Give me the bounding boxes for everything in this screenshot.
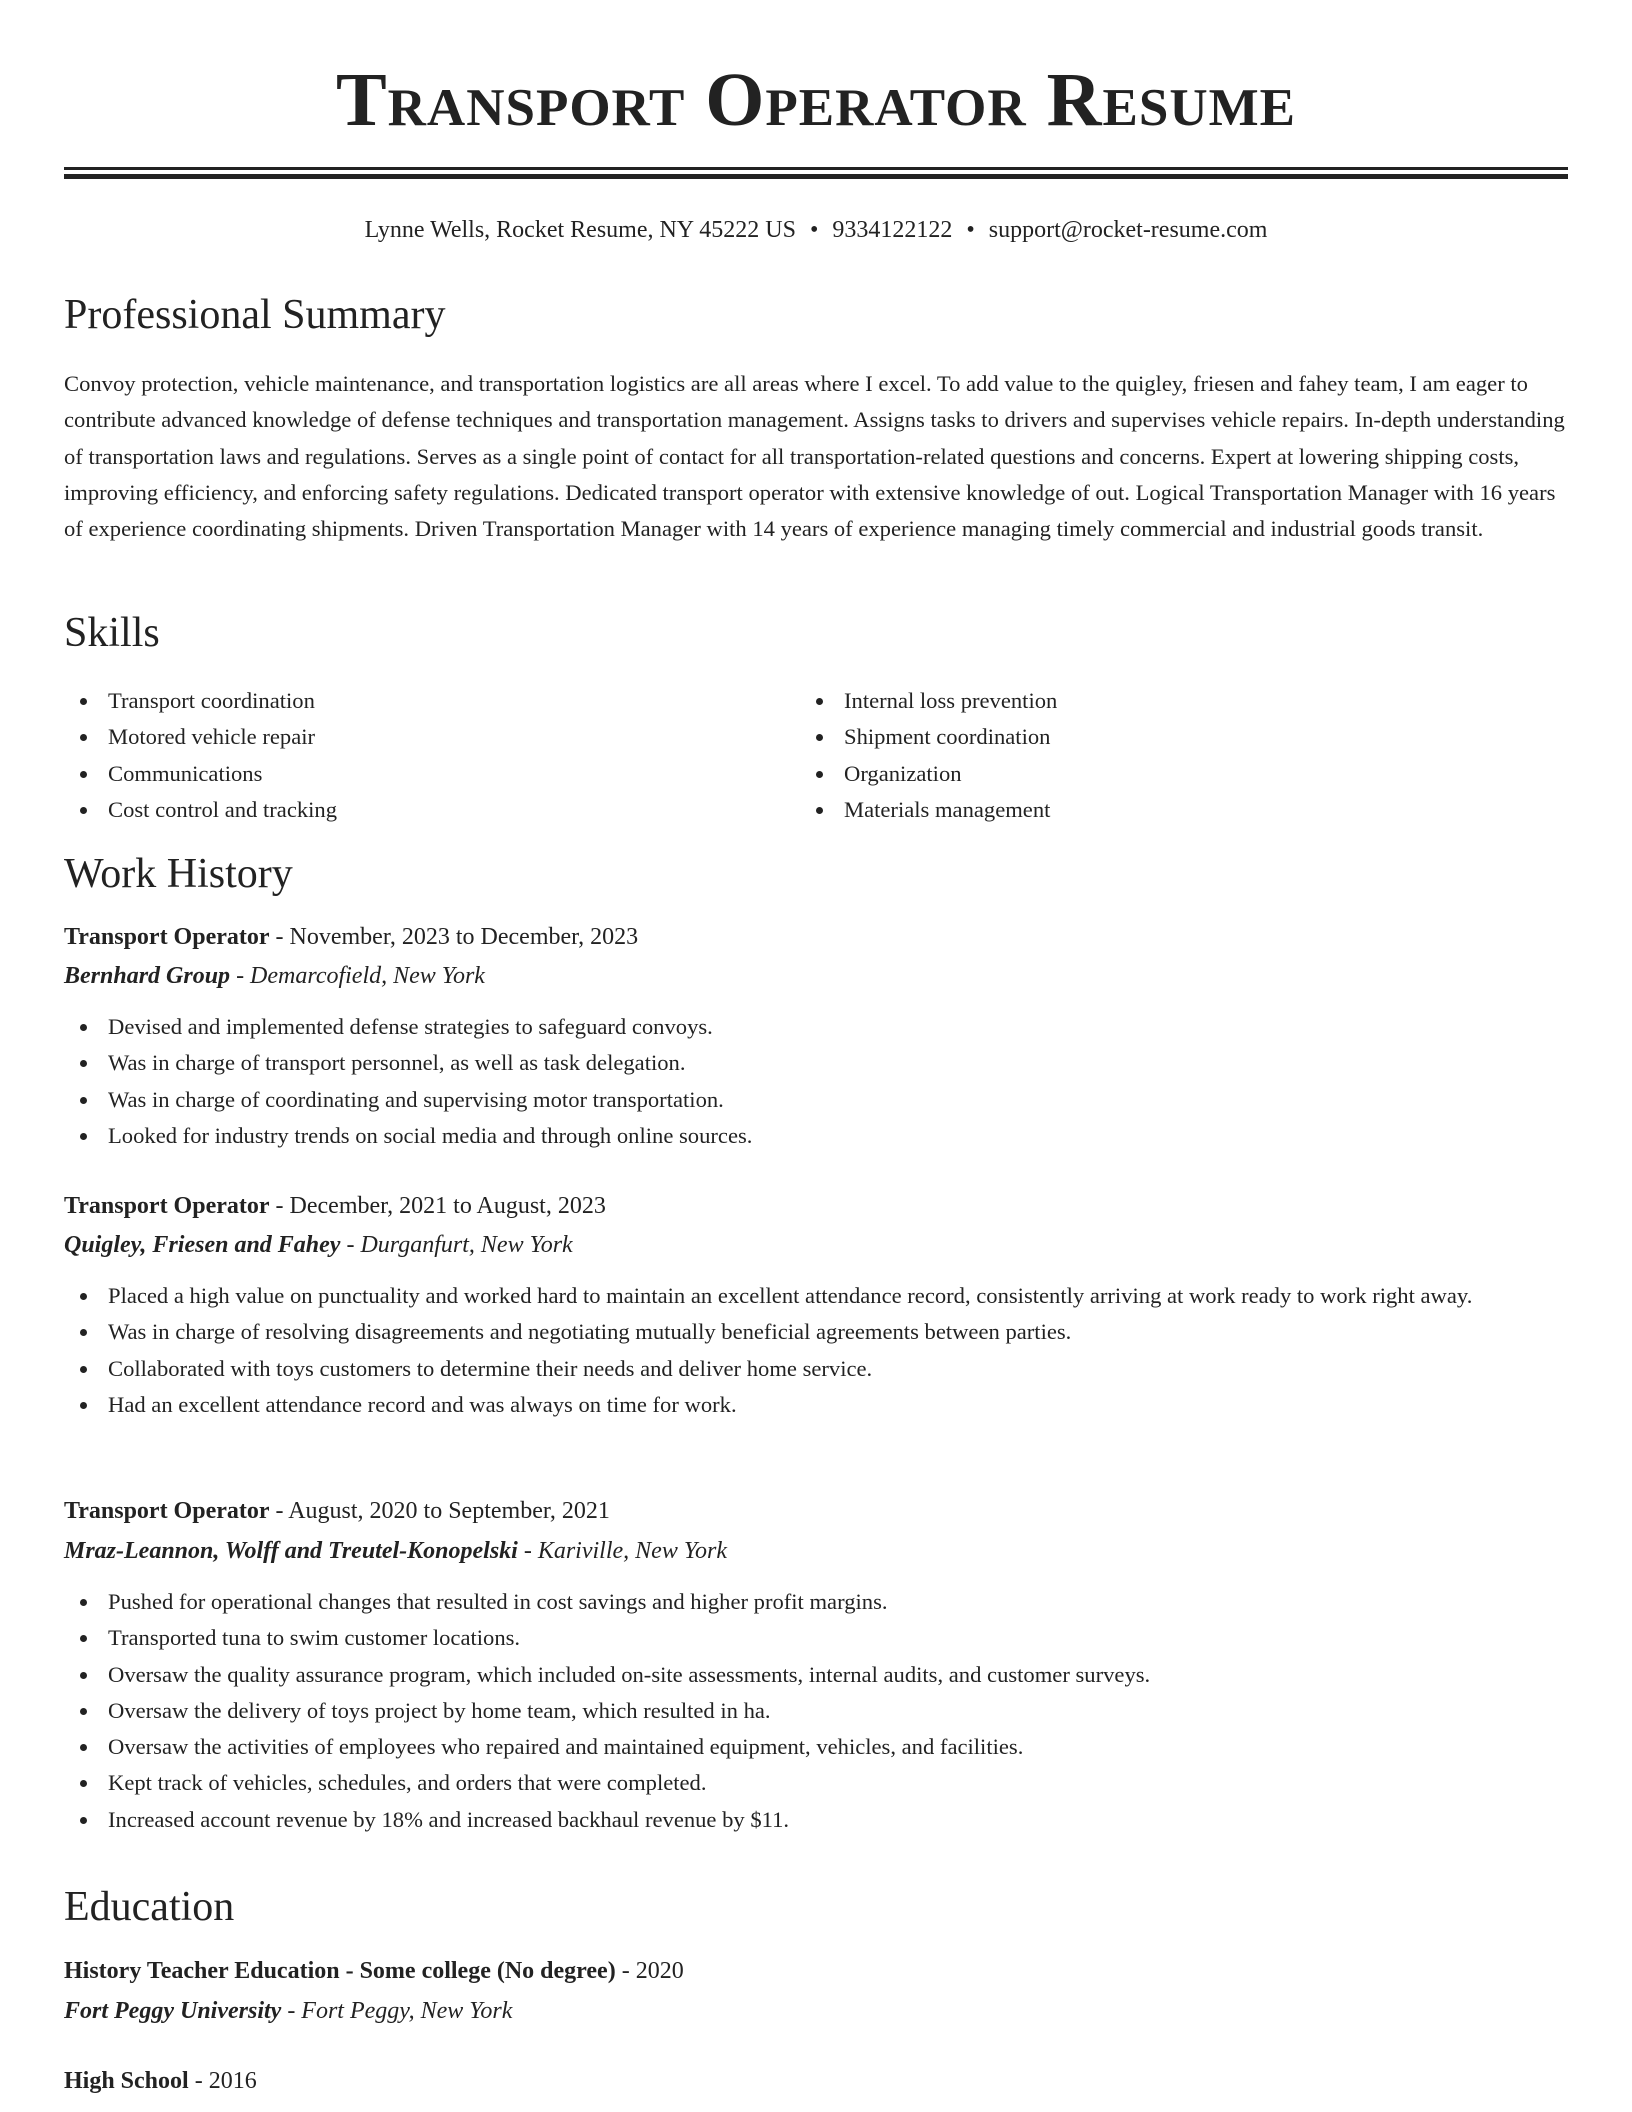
job-location: - Demarcofield, New York — [230, 963, 485, 989]
job-bullets — [64, 1009, 1568, 1154]
job-company-line — [64, 960, 485, 992]
title-rule-thin — [64, 167, 1568, 170]
skill-item: Motored vehicle repair — [64, 719, 764, 755]
resume-title: Transport Operator Resume — [335, 58, 1297, 142]
job-company: Mraz-Leannon, Wolff and Treutel-Konopelski — [64, 1538, 518, 1564]
education-year: - 2020 — [615, 1958, 684, 1984]
job-title-line — [64, 921, 638, 953]
contact-phone: 9334122122 — [832, 217, 953, 243]
title-rule-thick — [64, 174, 1568, 179]
job-bullets — [64, 1278, 1568, 1423]
job-bullet: Devised and implemented defense strategies to safeguard convoys. — [64, 1009, 1568, 1045]
job-bullets — [64, 1584, 1568, 1838]
job-bullet: Was in charge of coordinating and supervising motor transportation. — [64, 1082, 1568, 1118]
job-dates: - November, 2023 to December, 2023 — [269, 924, 639, 950]
skill-item: Cost control and tracking — [64, 792, 764, 828]
education-degree: History Teacher Education - Some college (No degree) — [64, 1958, 616, 1984]
job-bullet: Pushed for operational changes that resulted in cost savings and higher profit margins. — [64, 1584, 1568, 1620]
education-degree: High School — [64, 2068, 189, 2094]
job-title-line — [64, 1495, 610, 1527]
job-bullet: Oversaw the delivery of toys project by home team, which resulted in ha. — [64, 1693, 1568, 1729]
resume-page — [64, 0, 1568, 2094]
job-title-line — [64, 1190, 606, 1222]
job-dates: - August, 2020 to September, 2021 — [269, 1498, 610, 1524]
contact-separator: • — [809, 217, 819, 243]
job-bullet: Had an excellent attendance record and was always on time for work. — [64, 1387, 1568, 1423]
skill-item: Organization — [800, 756, 1500, 792]
job-bullet: Looked for industry trends on social media and through online sources. — [64, 1118, 1568, 1154]
work-heading: Work History — [64, 851, 293, 897]
job-title: Transport Operator — [64, 924, 270, 950]
job-bullet: Oversaw the activities of employees who repaired and maintained equipment, vehicles, and facilities. — [64, 1729, 1568, 1765]
skill-item: Transport coordination — [64, 683, 764, 719]
education-heading: Education — [64, 1884, 235, 1930]
job-company: Bernhard Group — [64, 963, 231, 989]
job-company: Quigley, Friesen and Fahey — [64, 1232, 341, 1258]
job-location: - Kariville, New York — [517, 1538, 727, 1564]
job-bullet: Oversaw the quality assurance program, which included on-site assessments, internal audits, and customer surveys. — [64, 1657, 1568, 1693]
skill-item: Materials management — [800, 792, 1500, 828]
skill-item: Shipment coordination — [800, 719, 1500, 755]
skills-heading: Skills — [64, 610, 160, 656]
job-location: - Durganfurt, New York — [340, 1232, 573, 1258]
job-title: Transport Operator — [64, 1498, 270, 1524]
education-year: - 2016 — [188, 2068, 257, 2094]
contact-email[interactable]: support@rocket-resume.com — [988, 217, 1268, 243]
contact-address: Lynne Wells, Rocket Resume, NY 45222 US — [364, 217, 796, 243]
job-bullet: Was in charge of transport personnel, as well as task delegation. — [64, 1045, 1568, 1081]
education-location: - Fort Peggy, New York — [281, 1998, 513, 2024]
skills-list-right — [800, 683, 1500, 828]
education-degree-line — [64, 1955, 684, 1987]
job-dates: - December, 2021 to August, 2023 — [269, 1193, 606, 1219]
education-school: Fort Peggy University — [64, 1998, 282, 2024]
skill-item: Internal loss prevention — [800, 683, 1500, 719]
job-bullet: Increased account revenue by 18% and increased backhaul revenue by $11. — [64, 1802, 1568, 1838]
job-bullet: Placed a high value on punctuality and worked hard to maintain an excellent attendance record, consistently arriving at work ready to work right away. — [64, 1278, 1568, 1314]
summary-text: Convoy protection, vehicle maintenance, and transportation logistics are all areas where I excel. To add value to the quigley, friesen and fahey team, I am eager to contribute advanced knowledge of defense techniques and transportation management. Assigns tasks to drivers and supervises vehicle repairs. In-depth understanding of transportation laws and regulations. Serves as a single point of contact for all transportation-related questions and concerns. Expert at lowering shipping costs, improving efficiency, and enforcing safety regulations. Dedicated transport operator with extensive knowledge of out. Logical Transportation Manager with 16 years of experience coordinating shipments. Driven Transportation Manager with 14 years of experience managing timely commercial and industrial goods transit. — [64, 371, 1565, 542]
job-bullet: Collaborated with toys customers to determine their needs and deliver home service. — [64, 1351, 1568, 1387]
job-bullet: Transported tuna to swim customer locations. — [64, 1620, 1568, 1656]
contact-separator: • — [966, 217, 975, 243]
job-bullet: Was in charge of resolving disagreements and negotiating mutually beneficial agreements between parties. — [64, 1314, 1568, 1350]
job-company-line — [64, 1535, 727, 1567]
job-company-line — [64, 1229, 573, 1261]
contact-line — [64, 214, 1568, 246]
job-title: Transport Operator — [64, 1193, 270, 1219]
job-bullet: Kept track of vehicles, schedules, and orders that were completed. — [64, 1765, 1568, 1801]
summary-heading: Professional Summary — [64, 292, 446, 338]
education-degree-line — [64, 2065, 257, 2097]
education-school-line — [64, 1995, 512, 2027]
skills-list-left — [64, 683, 764, 828]
skill-item: Communications — [64, 756, 764, 792]
